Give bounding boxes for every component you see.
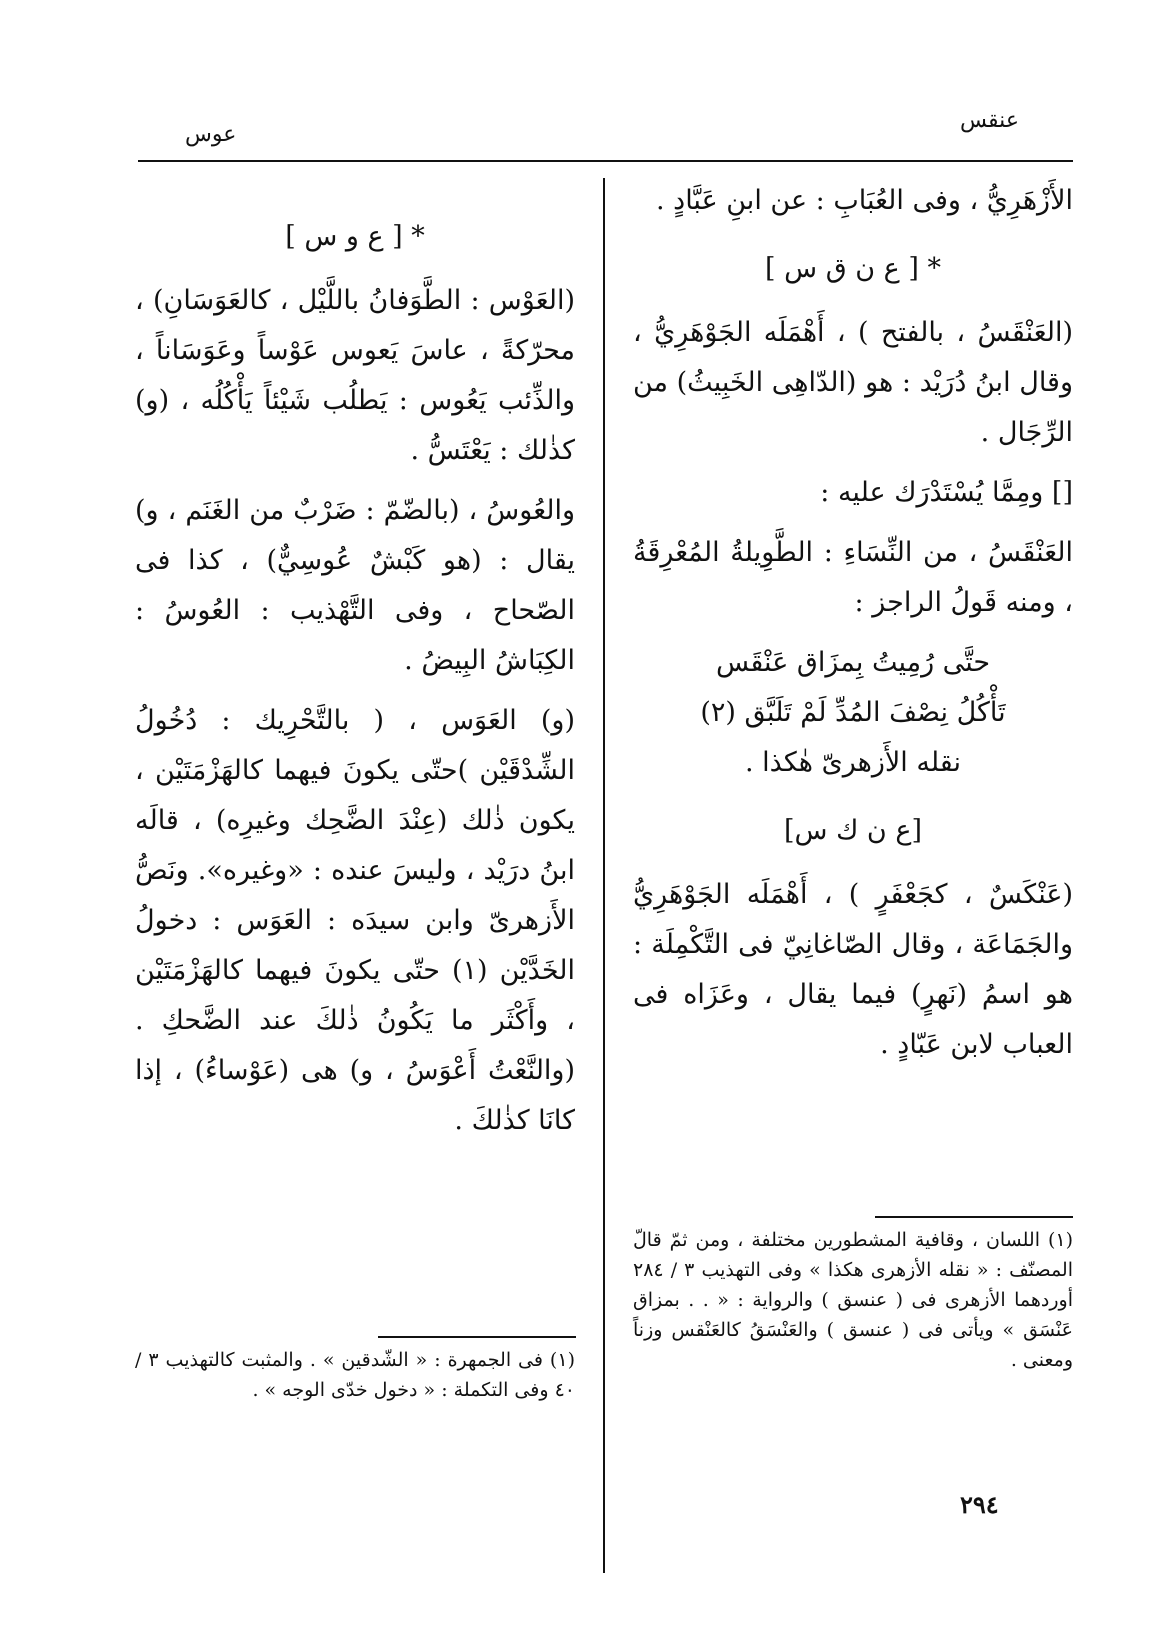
left-para-2: والعُوسُ ، (بالضّمّ : ضَرْبٌ من الغَنَم ، و) يقال : (هو كَبْشٌ عُوسِيٌّ) ، كذا فى الصّحاح ، وفى التَّهْذيب : العُوسُ : الكِبَاشُ البِيضُ . [135, 495, 575, 676]
left-para-3: (و) العَوَس ، ( بالتَّحْرِيك : دُخُولُ الشِّدْقَيْن )حتّى يكونَ فيهما كالهَزْمَتَيْن ، يكون ذٰلك (عِنْدَ الضَّحِك وغيرِه) ، قالَه ابنُ درَيْد ، وليسَ عنده : «وغيره». ونَصُّ الأَزهرىّ وابن سيدَه : العَوَس : دخولُ الخَدَّيْن (١) حتّى يكونَ فيهما كالهَزْمَتَيْن ، وأَكْثَر ما يَكُونُ ذٰلكَ عند الضَّحكِ . (والنَّعْتُ أَعْوَسُ ، و) هى (عَوْساءُ) ، إذا كانَا كذٰلكَ . [135, 705, 575, 1136]
left-column [135, 194, 575, 1156]
entry-heading-anqas: * [ ع ن ق س ] [765, 253, 941, 284]
page-number: ٢٩٤ [960, 1490, 999, 1519]
verse-line-2: تَأْكُلُ نِصْفَ المُدِّ لَمْ تَلَبَّق (٢) [700, 697, 1006, 728]
right-footnote [633, 1225, 1073, 1375]
right-para-4: العَنْقَسُ ، من النِّسَاءِ : الطَّوِيلةُ المُعْرِقَةُ ، ومنه قَولُ الراجز : [633, 537, 1073, 618]
footnote-rule-left [378, 1336, 576, 1338]
left-footnote [135, 1345, 575, 1405]
header-entry-word-right: عنقس [960, 108, 1019, 133]
left-para-1: (العَوْس : الطَّوَفانُ باللَّيْل ، كالعَوَسَانِ) ، محرّكةً ، عاسَ يَعوس عَوْساً وعَوَسَاناً ، والذِّئب يَعُوس : يَطلُب شَيْئاً يَأْكُلُه ، (و) كذٰلك : يَعْتَسُّ . [135, 285, 575, 466]
verse-line-1: حتَّى رُمِيتُ بِمزَاق عَنْقَس [715, 647, 991, 678]
right-para-1: الأَزْهَرِيُّ ، وفى العُبَابِ : عن ابنِ عَبَّادٍ . [656, 185, 1073, 216]
right-para-5: نقله الأَزهرىّ هٰكذا . [745, 747, 961, 778]
right-para-6: (عَنْكَسٌ ، كجَعْفَرٍ ) ، أَهْمَلَه الجَوْهَرِيُّ والجَمَاعَة ، وقال الصّاغانِيّ فى التَّكْمِلَة : هو اسمُ (نَهرٍ) فيما يقال ، وعَزَاه فى العباب لابن عَبّادٍ . [633, 879, 1073, 1060]
column-divider [603, 178, 605, 1573]
left-footnote-text: (١) فى الجمهرة : « الشّدقين » . والمثبت كالتهذيب ٣ / ٤٠ وفى التكملة : « دخول خدّى الوجه » . [135, 1349, 575, 1401]
footnote-rule-right [875, 1216, 1073, 1218]
right-column [633, 176, 1073, 1080]
entry-heading-aws: * [ ع و س ] [285, 221, 425, 252]
header-rule [138, 160, 1073, 162]
right-para-3: [] ومِمَّا يُسْتَدْرَك عليه : [820, 477, 1073, 508]
entry-heading-ankas: [ع ن ك س] [784, 815, 922, 846]
right-footnote-text: (١) اللسان ، وقافية المشطورين مختلفة ، ومن ثمّ قالّ المصنّف : « نقله الأزهرى هكذا » وفى التهذيب ٣ / ٢٨٤ أوردهما الأزهرى فى ( عنسق ) والرواية : « . . بمزاق عَنْسَق » ويأتى فى ( عنسق ) والعَنْسَقُ كالعَنْقس وزناً ومعنى . [633, 1229, 1073, 1371]
right-para-2: (العَنْقَسُ ، بالفتح ) ، أَهْمَلَه الجَوْهَرِيُّ ، وقال ابنُ دُرَيْد : هو (الدّاهِى الخَبِيثُ) من الرِّجَال . [633, 317, 1073, 448]
header-entry-word-left: عوس [185, 122, 237, 147]
